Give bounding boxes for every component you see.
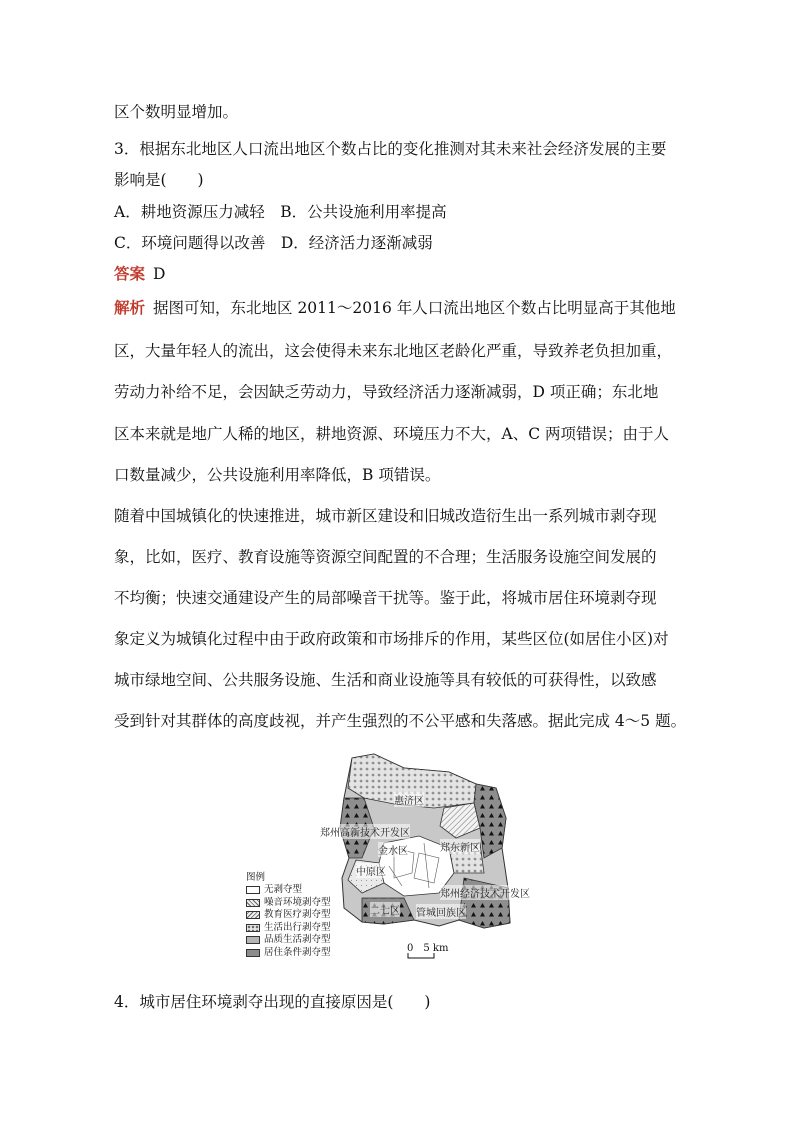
legend-swatch bbox=[246, 899, 260, 907]
question-3-stem: 3．根据东北地区人口流出地区个数占比的变化推测对其未来社会经济发展的主要 bbox=[114, 140, 667, 158]
map-label-gaoxin: 郑州高新技术开发区 bbox=[320, 824, 410, 839]
map-legend bbox=[246, 872, 331, 959]
passage-line-6: 受到针对其群体的高度歧视，并产生强烈的不公平感和失落感。据此完成 4～5 题。 bbox=[114, 712, 687, 730]
question-3-options-cd: C．环境问题得以改善 D．经济活力逐渐减弱 bbox=[114, 234, 433, 252]
legend-swatch bbox=[246, 936, 260, 944]
legend-title: 图例 bbox=[246, 872, 266, 883]
legend-item bbox=[246, 922, 331, 935]
legend-item bbox=[246, 909, 331, 922]
map-label-jinshui: 金水区 bbox=[378, 842, 408, 857]
legend-swatch bbox=[246, 924, 260, 932]
analysis-line-3: 劳动力补给不足，会因缺乏劳动力，导致经济活力逐渐减弱，D 项正确；东北地 bbox=[114, 383, 659, 401]
question-4-stem: 4．城市居住环境剥夺出现的直接原因是( ) bbox=[114, 993, 431, 1011]
legend-swatch bbox=[246, 911, 260, 919]
zhengzhou-deprivation-map bbox=[244, 748, 544, 976]
analysis-line-5: 口数量减少，公共设施利用率降低，B 项错误。 bbox=[114, 466, 441, 484]
map-label-jingkai: 郑州经济技术开发区 bbox=[440, 885, 530, 900]
legend-item bbox=[246, 934, 331, 947]
passage-line-5: 城市绿地空间、公共服务设施、生活和商业设施等具有较低的可获得性，以致感 bbox=[114, 671, 657, 689]
map-label-huiji: 惠济区 bbox=[394, 792, 424, 807]
answer-label: 答案 bbox=[114, 265, 146, 283]
passage-line-4: 象定义为城镇化过程中由于政府政策和市场排斥的作用，某些区位(如居住小区)对 bbox=[114, 630, 669, 648]
passage-line-1: 随着中国城镇化的快速推进，城市新区建设和旧城改造衍生出一系列城市剥夺现 bbox=[114, 507, 657, 525]
legend-item bbox=[246, 897, 331, 910]
legend-swatch bbox=[246, 949, 260, 957]
map-label-guancheng: 管城回族区 bbox=[416, 904, 466, 919]
map-label-erqi: 二七区 bbox=[370, 902, 400, 917]
text-line: 区个数明显增加。 bbox=[114, 103, 239, 121]
legend-label: 居住条件剥夺型 bbox=[264, 946, 331, 958]
analysis-label: 解析 bbox=[114, 299, 146, 317]
question-3-options-ab: A．耕地资源压力减轻 B．公共设施利用率提高 bbox=[114, 203, 447, 221]
legend-label: 噪音环境剥夺型 bbox=[264, 896, 331, 908]
passage-line-3: 不均衡；快速交通建设产生的局部噪音干扰等。鉴于此，将城市居住环境剥夺现 bbox=[114, 589, 657, 607]
analysis-line-2: 区，大量年轻人的流出，这会使得未来东北地区老龄化严重，导致养老负担加重， bbox=[114, 342, 673, 360]
legend-item bbox=[246, 947, 331, 960]
analysis-text: 据图可知，东北地区 2011～2016 年人口流出地区个数占比明显高于其他地 bbox=[153, 299, 676, 317]
legend-item bbox=[246, 884, 331, 897]
map-label-zhongyuan: 中原区 bbox=[356, 863, 386, 878]
analysis-line-4: 区本来就是地广人稀的地区，耕地资源、环境压力不大，A、C 两项错误；由于人 bbox=[114, 425, 669, 443]
passage-line-2: 象，比如，医疗、教育设施等资源空间配置的不合理；生活服务设施空间发展的 bbox=[114, 548, 657, 566]
analysis-line-1 bbox=[114, 298, 676, 318]
question-3-stem-cont: 影响是( ) bbox=[114, 171, 204, 189]
legend-label: 无剥夺型 bbox=[264, 884, 303, 896]
map-scale: 0 5 km bbox=[407, 943, 449, 954]
map-label-zhengdong: 郑东新区 bbox=[440, 839, 480, 854]
legend-label: 教育医疗剥夺型 bbox=[264, 909, 331, 921]
answer-value: D bbox=[153, 265, 166, 283]
legend-label: 生活出行剥夺型 bbox=[264, 921, 331, 933]
answer-line bbox=[114, 264, 165, 284]
legend-label: 品质生活剥夺型 bbox=[264, 934, 331, 946]
legend-swatch bbox=[246, 886, 260, 894]
